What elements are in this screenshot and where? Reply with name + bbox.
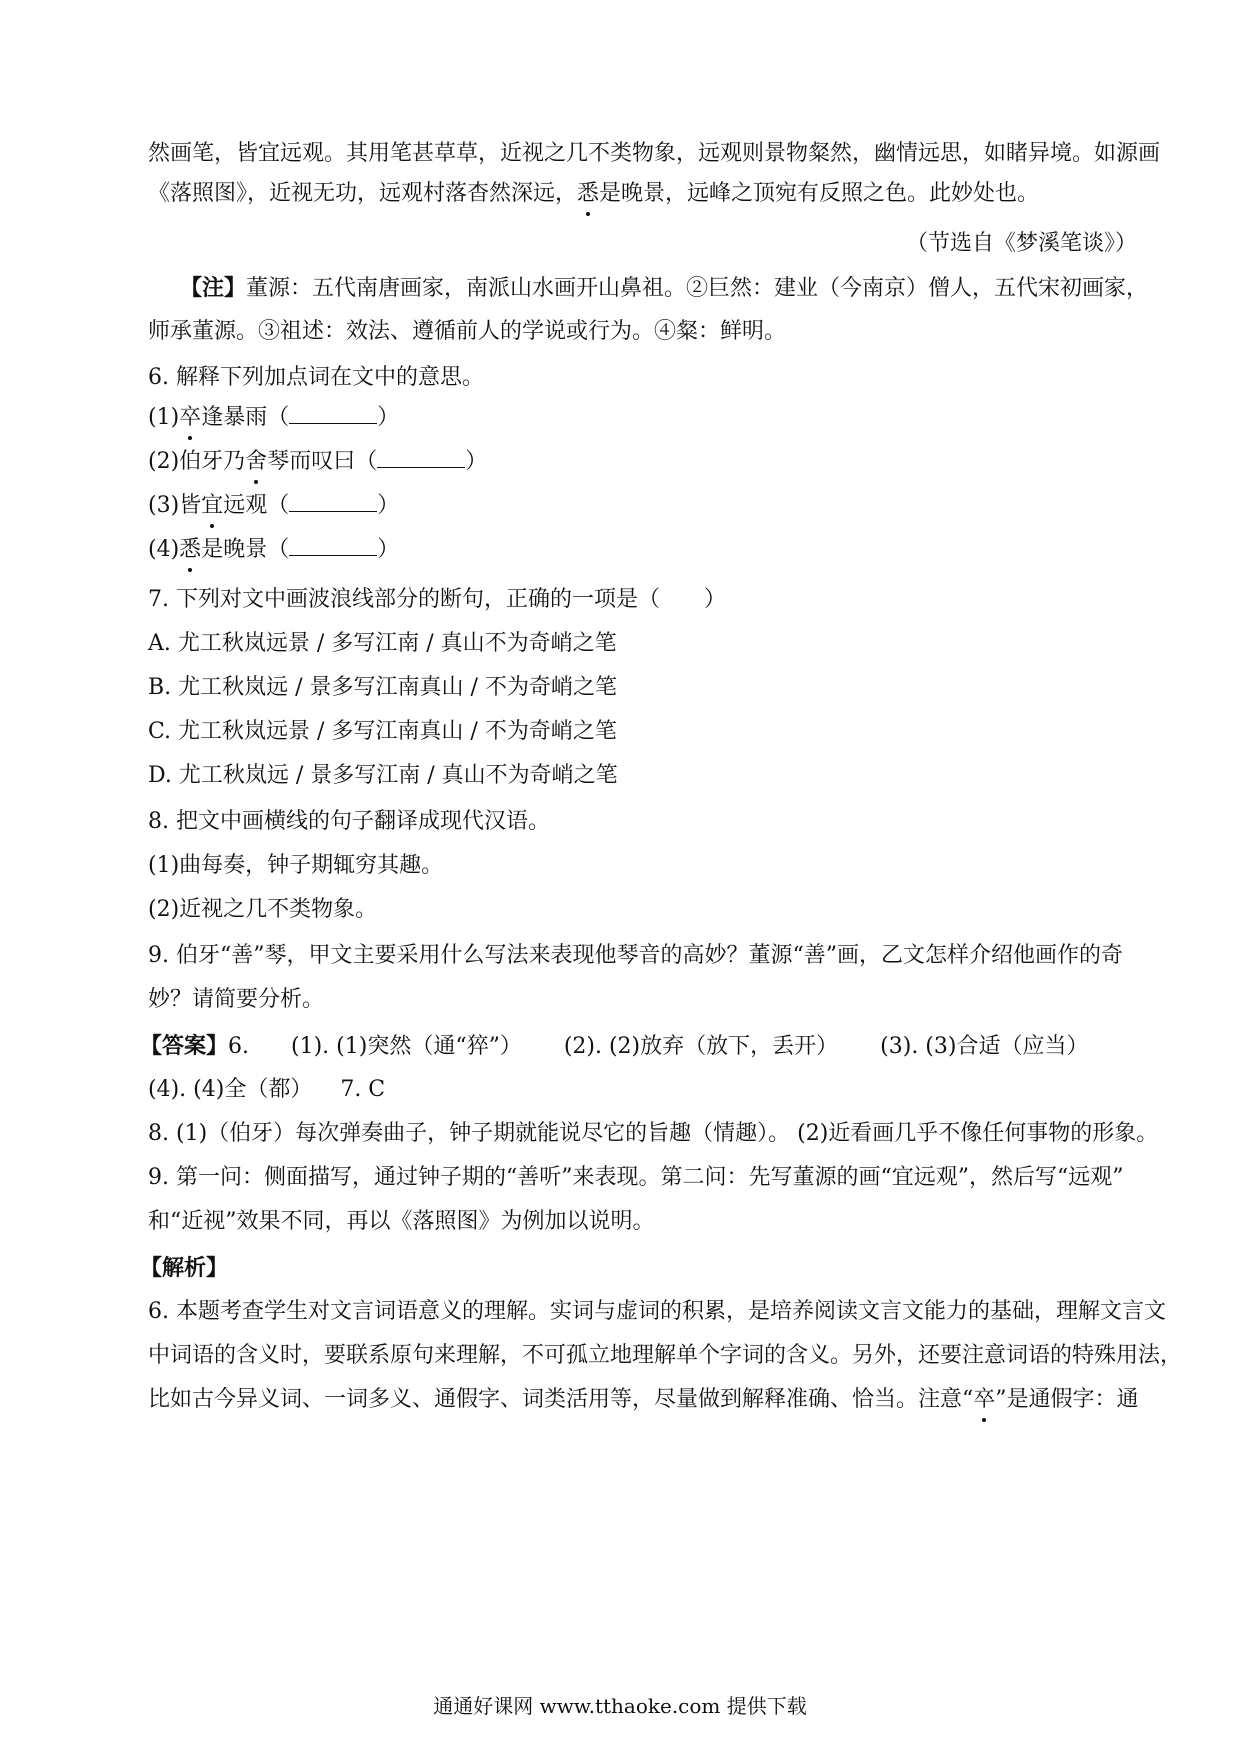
note-line: 【注】董源：五代南唐画家，南派山水画开山鼻祖。②巨然：建业（今南京）僧人，五代宋初画家，	[180, 275, 1149, 301]
note-line: 师承董源。③祖述：效法、遵循前人的学说或行为。④粲：鲜明。	[148, 319, 787, 344]
question-7-stem: 7. 下列对文中画波浪线部分的断句，正确的一项是（ ）	[148, 587, 726, 612]
passage-line: 然画笔，皆宜远观。其用笔甚草草，近视之几不类物象，远观则景物粲然，幽情远思，如睹异境。如源画	[148, 141, 1161, 166]
source-citation: （节选自《梦溪笔谈》）	[905, 231, 1137, 256]
question-6-item: (2)伯牙乃舍琴而叹曰（ ）	[148, 446, 1138, 478]
dotted-char: 卒	[973, 1384, 995, 1416]
question-6-item: (1)卒逢暴雨（ ）	[148, 402, 1138, 434]
question-8-stem: 8. 把文中画横线的句子翻译成现代汉语。	[148, 809, 550, 834]
answer-label: 【答案】	[140, 1033, 229, 1059]
question-7-option-d[interactable]: D. 尤工秋岚远 / 景多写江南 / 真山不为奇峭之笔	[148, 763, 618, 788]
question-9-line: 妙？请简要分析。	[148, 987, 325, 1012]
page-footer: 通通好课网 www.tthaoke.com 提供下载	[433, 1694, 807, 1718]
question-8-item: (2)近视之几不类物象。	[148, 897, 378, 922]
note-label: 【注】	[180, 275, 247, 301]
passage-line: 《落照图》，近视无功，远观村落杳然深远，悉是晚景，远峰之顶宛有反照之色。此妙处也。	[148, 178, 1138, 210]
answer-line: 和“近视”效果不同，再以《落照图》为例加以说明。	[148, 1209, 655, 1234]
question-6-item: (3)皆宜远观（ ）	[148, 490, 1138, 522]
dotted-char: 卒	[179, 402, 201, 434]
analysis-line: 比如古今异义词、一词多义、通假字、词类活用等，尽量做到解释准确、恰当。注意“卒”是通假字：通	[148, 1384, 1138, 1416]
answer-line: 【答案】6. (1). (1)突然（通“猝”） (2). (2)放弃（放下，丢开） (3). (3)合适（应当）	[140, 1033, 1089, 1059]
question-8-item: (1)曲每奏，钟子期辄穷其趣。	[148, 853, 444, 878]
answer-blank[interactable]	[289, 493, 377, 512]
dotted-char: 悉	[577, 178, 599, 210]
answer-blank[interactable]	[289, 405, 377, 424]
question-7-option-a[interactable]: A. 尤工秋岚远景 / 多写江南 / 真山不为奇峭之笔	[148, 631, 617, 656]
analysis-line: 中词语的含义时，要联系原句来理解，不可孤立地理解单个字词的含义。另外，还要注意词语的特殊用法，	[148, 1343, 1183, 1368]
question-7-option-b[interactable]: B. 尤工秋岚远 / 景多写江南真山 / 不为奇峭之笔	[148, 675, 617, 700]
question-6-stem: 6. 解释下列加点词在文中的意思。	[148, 365, 484, 390]
analysis-label: 【解析】	[140, 1255, 229, 1281]
answer-line: 9. 第一问：侧面描写，通过钟子期的“善听”来表现。第二问：先写董源的画“宜远观”，然后写“远观”	[148, 1165, 1124, 1190]
dotted-char: 悉	[179, 534, 201, 566]
question-9-line: 9. 伯牙“善”琴，甲文主要采用什么写法来表现他琴音的高妙？董源“善”画，乙文怎样介绍他画作的奇	[148, 943, 1123, 968]
question-7-option-c[interactable]: C. 尤工秋岚远景 / 多写江南真山 / 不为奇峭之笔	[148, 719, 617, 744]
question-6-item: (4)悉是晚景（ ）	[148, 534, 1138, 566]
analysis-line: 6. 本题考查学生对文言词语意义的理解。实词与虚词的积累，是培养阅读文言文能力的基础，理解文言文	[148, 1299, 1166, 1324]
answer-line: (4). (4)全（都） 7. C	[148, 1077, 386, 1102]
answer-blank[interactable]	[289, 537, 377, 556]
answer-line: 8. (1)（伯牙）每次弹奏曲子，钟子期就能说尽它的旨趣（情趣）。 (2)近看画几乎不像任何事物的形象。	[148, 1121, 1159, 1146]
dotted-char: 宜	[201, 490, 223, 522]
answer-blank[interactable]	[377, 449, 465, 468]
dotted-char: 舍	[245, 446, 267, 478]
